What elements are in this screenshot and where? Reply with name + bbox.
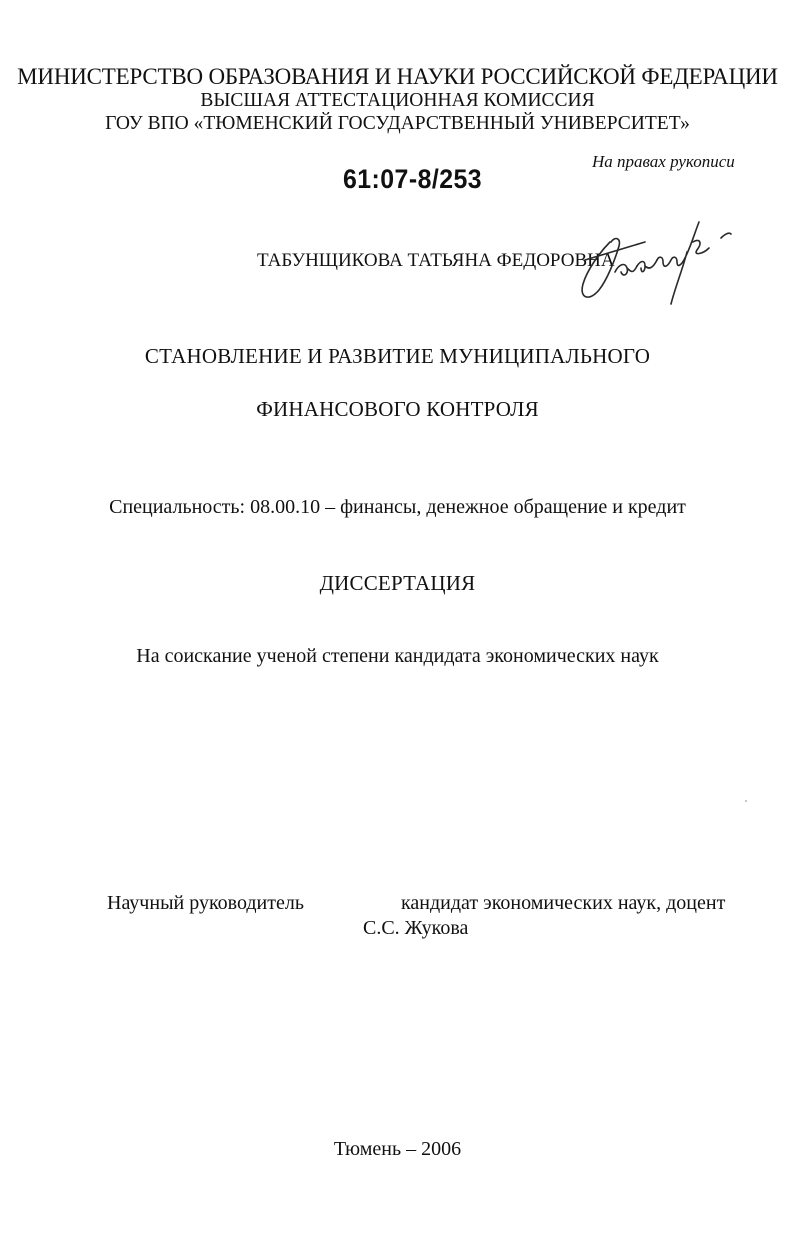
ministry-heading: МИНИСТЕРСТВО ОБРАЗОВАНИЯ И НАУКИ РОССИЙСКОЙ ФЕДЕРАЦИИ xyxy=(17,64,778,89)
place-year: Тюмень – 2006 xyxy=(333,1138,462,1160)
dissertation-title-line2: ФИНАНСОВОГО КОНТРОЛЯ xyxy=(256,397,539,421)
specialty: Специальность: 08.00.10 – финансы, денежное обращение и кредит xyxy=(109,496,686,518)
catalog-code: 61:07-8/253 xyxy=(343,164,483,194)
scan-speck xyxy=(745,800,747,802)
document-type: ДИССЕРТАЦИЯ xyxy=(319,571,476,595)
dissertation-title-line1: СТАНОВЛЕНИЕ И РАЗВИТИЕ МУНИЦИПАЛЬНОГО xyxy=(144,344,651,368)
commission-heading: ВЫСШАЯ АТТЕСТАЦИОННАЯ КОМИССИЯ xyxy=(200,90,595,111)
degree-statement: На соискание ученой степени кандидата экономических наук xyxy=(136,645,659,667)
supervisor-name: С.С. Жукова xyxy=(363,917,469,939)
university-heading: ГОУ ВПО «ТЮМЕНСКИЙ ГОСУДАРСТВЕННЫЙ УНИВЕРСИТЕТ» xyxy=(105,113,690,134)
author-name: ТАБУНЩИКОВА ТАТЬЯНА ФЕДОРОВНА xyxy=(257,250,615,271)
signature-icon xyxy=(575,212,740,312)
supervisor-label: Научный руководитель xyxy=(107,892,304,914)
manuscript-note: На правах рукописи xyxy=(592,152,735,171)
supervisor-credentials: кандидат экономических наук, доцент xyxy=(401,892,726,914)
